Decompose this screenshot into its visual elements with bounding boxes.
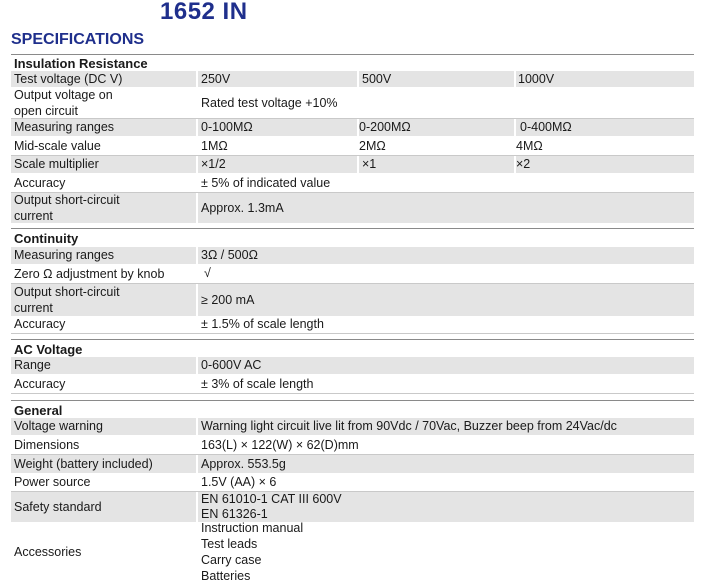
row-dimensions — [11, 436, 694, 455]
value-1: 0-100MΩ — [201, 120, 253, 134]
value: 3Ω / 500Ω — [201, 248, 258, 262]
row-midscale — [11, 137, 694, 156]
section-title-general: General — [14, 403, 63, 418]
value: ≥ 200 mA — [201, 293, 255, 307]
value: 1.5V (AA) × 6 — [201, 475, 277, 489]
specifications-heading: SPECIFICATIONS — [11, 31, 145, 48]
value-2: 0-200MΩ — [359, 120, 411, 134]
value-3: ×2 — [516, 157, 531, 171]
value: ± 5% of indicated value — [201, 176, 331, 190]
section-rule — [11, 54, 694, 55]
row-ac-range — [11, 357, 694, 374]
divider — [514, 71, 516, 87]
divider — [357, 156, 359, 173]
value: ± 1.5% of scale length — [201, 317, 324, 331]
value-1000v: 1000V — [518, 72, 555, 86]
label: Zero Ω adjustment by knob — [14, 267, 165, 281]
divider — [196, 193, 198, 223]
label-line-2: current — [14, 301, 53, 315]
label: Measuring ranges — [14, 120, 115, 134]
label: Power source — [14, 475, 91, 489]
value-2: ×1 — [362, 157, 377, 171]
row-zero-adjust — [11, 265, 694, 284]
model-number: 1652 IN — [160, 0, 248, 25]
divider — [357, 71, 359, 87]
value: Rated test voltage +10% — [201, 96, 338, 110]
value-250v: 250V — [201, 72, 231, 86]
list-item: Instruction manual — [201, 521, 304, 535]
section-title-insulation: Insulation Resistance — [14, 56, 148, 71]
label: Range — [14, 358, 51, 372]
list-item: Test leads — [201, 537, 258, 551]
section-rule — [11, 400, 694, 401]
divider — [196, 357, 198, 374]
value-1: ×1/2 — [201, 157, 226, 171]
row-test-voltage — [11, 71, 694, 87]
label: Accuracy — [14, 176, 66, 190]
row-continuity-short-circuit — [11, 284, 694, 316]
label: Measuring ranges — [14, 248, 115, 262]
row-short-circuit — [11, 193, 694, 223]
value-3: 4MΩ — [516, 139, 543, 153]
label: Mid-scale value — [14, 139, 101, 153]
list-item: Batteries — [201, 569, 251, 583]
value-500v: 500V — [362, 72, 392, 86]
section-title-continuity: Continuity — [14, 231, 79, 246]
row-ac-accuracy — [11, 375, 694, 394]
divider — [514, 119, 516, 136]
divider — [196, 156, 198, 173]
label: Accuracy — [14, 317, 66, 331]
label-line-2: open circuit — [14, 104, 78, 118]
label-line-2: current — [14, 209, 53, 223]
value-line-2: EN 61326-1 — [201, 507, 268, 521]
divider — [196, 418, 198, 435]
label: Accuracy — [14, 377, 66, 391]
value-2: 2MΩ — [359, 139, 386, 153]
divider — [196, 492, 198, 522]
section-title-ac-voltage: AC Voltage — [14, 342, 83, 357]
label-line-1: Output short-circuit — [14, 285, 120, 299]
divider — [196, 247, 198, 264]
label: Test voltage (DC V) — [14, 72, 123, 86]
label: Weight (battery included) — [14, 457, 153, 471]
section-rule — [11, 339, 694, 340]
value-line-1: EN 61010-1 CAT III 600V — [201, 492, 342, 506]
row-measuring-ranges — [11, 119, 694, 136]
label: Safety standard — [14, 500, 102, 514]
row-open-circuit — [11, 88, 694, 119]
row-accuracy — [11, 174, 694, 193]
divider — [196, 455, 198, 473]
value: Approx. 1.3mA — [201, 201, 284, 215]
row-voltage-warning — [11, 418, 694, 435]
row-safety-standard — [11, 492, 694, 522]
label: Scale multiplier — [14, 157, 99, 171]
row-weight — [11, 455, 694, 473]
label: Dimensions — [14, 438, 80, 452]
value: ± 3% of scale length — [201, 377, 314, 391]
label: Accessories — [14, 545, 82, 559]
value: Warning light circuit live lit from 90Vdc / 70Vac, Buzzer beep from 24Vac/dc — [201, 419, 617, 433]
divider — [196, 71, 198, 87]
divider — [196, 119, 198, 136]
row-scale-multiplier — [11, 156, 694, 173]
section-rule — [11, 228, 694, 229]
check-mark: √ — [204, 266, 211, 280]
row-continuity-accuracy — [11, 317, 694, 334]
row-accessories — [11, 521, 694, 584]
row-power-source — [11, 474, 694, 492]
list-item: Carry case — [201, 553, 262, 567]
value: Approx. 553.5g — [201, 457, 286, 471]
value-1: 1MΩ — [201, 139, 228, 153]
value-3: 0-400MΩ — [520, 120, 572, 134]
value: 163(L) × 122(W) × 62(D)mm — [201, 438, 359, 452]
value: 0-600V AC — [201, 358, 262, 372]
label-line-1: Output short-circuit — [14, 193, 120, 207]
label: Voltage warning — [14, 419, 103, 433]
divider — [196, 284, 198, 316]
label-line-1: Output voltage on — [14, 88, 113, 102]
row-continuity-ranges — [11, 247, 694, 264]
